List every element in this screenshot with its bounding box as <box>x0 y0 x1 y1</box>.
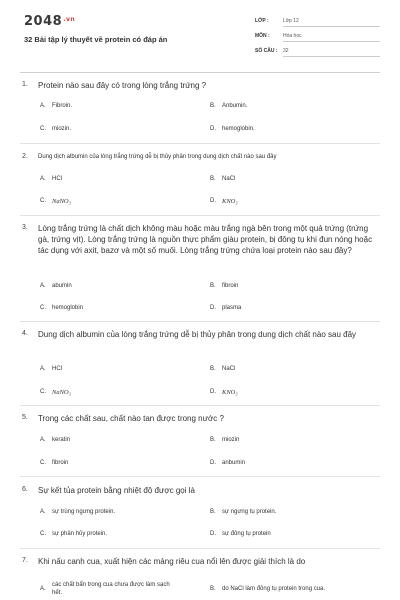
question-stem: Dung dịch albumin của lòng trắng trứng dễ bị thủy phân trong dung dịch chất nào sau đây <box>38 330 357 339</box>
question-number: 6. <box>22 486 28 493</box>
question-number: 7. <box>22 557 28 564</box>
question-divider <box>20 215 380 216</box>
question-divider <box>20 321 380 322</box>
document-title: 32 Bài tập lý thuyết về protein có đáp án <box>24 35 168 44</box>
question-stem: Trong các chất sau, chất nào tan được trong nước ? <box>38 414 224 423</box>
question-number: 4. <box>22 330 28 337</box>
question-stem: Protein nào sau đây có trong lòng trắng trứng ? <box>38 81 207 90</box>
question-number: 5. <box>22 414 28 421</box>
question-number: 1. <box>22 81 28 88</box>
question-stem: Dung dịch albumin của lòng trắng trứng dễ bị thủy phân trong dung dịch chất nào sau đây <box>38 154 277 160</box>
question-divider <box>20 476 380 477</box>
question-divider <box>20 143 380 144</box>
site-logo[interactable]: $2048^{.vn}$ <box>24 14 76 29</box>
header-divider <box>20 72 380 73</box>
question-number: 3. <box>22 224 28 231</box>
question-divider <box>20 548 380 549</box>
question-stem: Khi nấu canh cua, xuất hiện các mảng riêu cua nổi lên được giải thích là do <box>38 557 306 566</box>
question-stem: Sự kết tủa protein bằng nhiệt độ được gọi là <box>38 486 195 495</box>
question-stem: Lòng trắng trứng là chất dịch không màu hoặc màu trắng ngà bên trong một quả trứng (trứng gà, trứng vịt). Lòng trắng trứng là nguồn thực phẩm giàu protein, bị đông tụ khi đun nóng hoặc tác dụng với axit, bazơ và một số muối. Lòng trắng trứng chứa loại protein nào sau đây? <box>38 224 373 255</box>
document-header: $2048^{.vn}$ 32 Bài tập lý thuyết về protein có đáp án LỚP : Lớp 12 MÔN : Hóa học SỐ CÂU : 32 <box>0 0 400 70</box>
question-number: 2. <box>22 153 28 160</box>
question-divider <box>20 405 380 406</box>
